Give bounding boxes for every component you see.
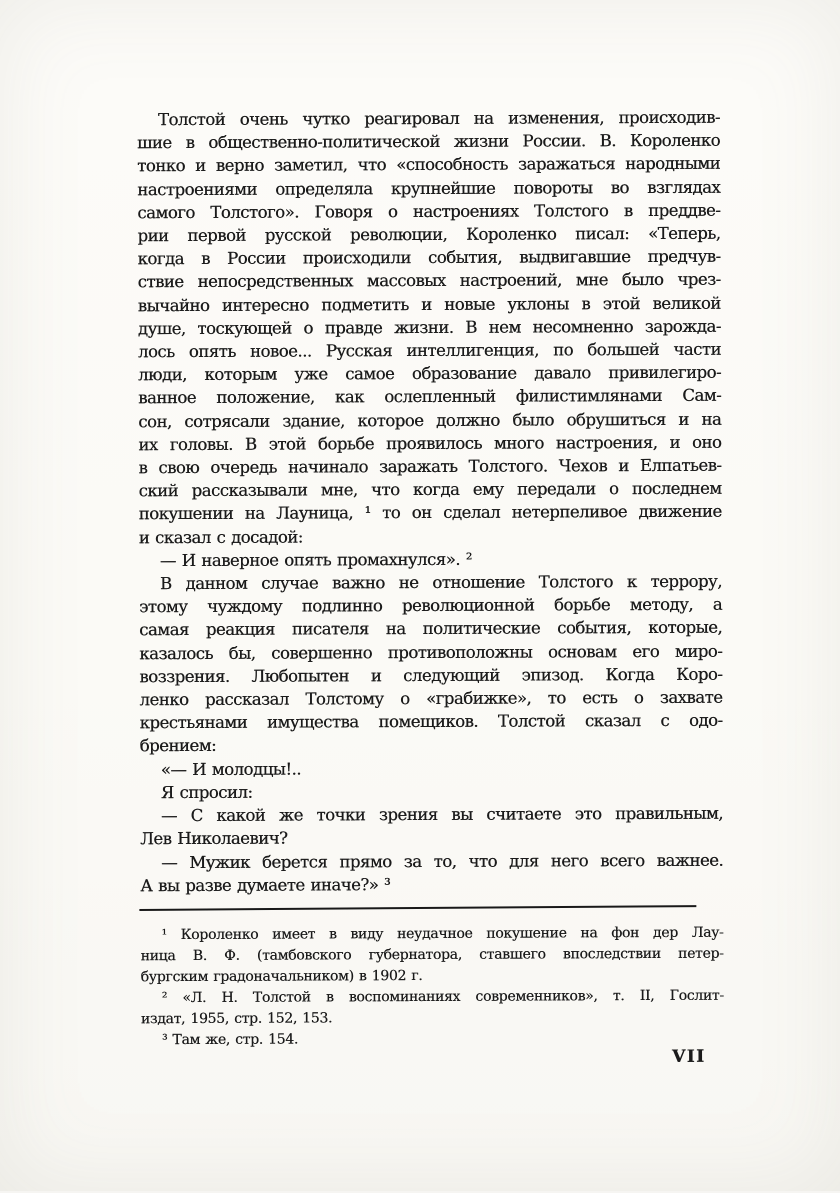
text-line: когда в России происходили события, выдвигавшие предчув- <box>137 246 721 269</box>
text-line: ² «Л. Н. Толстой в воспоминаниях современников», т. II, Гослит- <box>161 987 724 1007</box>
text-line: в свою очередь начинало заражать Толстого. Чехов и Елпатьев- <box>138 455 722 478</box>
footnotes <box>140 923 724 1052</box>
body-text <box>137 106 723 897</box>
text-line: ница В. Ф. (тамбовского губернатора, ставшего впоследствии петер- <box>140 945 724 965</box>
footnote-separator-rule <box>139 905 696 911</box>
text-line: душе, тоскующей о правде жизни. В нем несомненно зарожда- <box>137 316 721 339</box>
text-line: крестьянами имущества помещиков. Толстой сказал с одо- <box>139 710 723 733</box>
text-line: Толстой очень чутко реагировал на изменения, происходив- <box>157 107 720 130</box>
text-line: люди, которым уже самое образование давало привилегиро- <box>137 362 722 385</box>
text-line: брением: <box>139 736 217 756</box>
text-line: лось опять новое... Русская интеллигенция, по большей части <box>137 339 721 362</box>
text-line: шие в общественно-политической жизни России. В. Короленко <box>136 130 721 153</box>
text-line: Лев Николаевич? <box>140 828 288 849</box>
text-line: — Мужик берется прямо за то, что для него всего важнее. <box>161 850 724 872</box>
text-line: тонко и верно заметил, что «способность заражаться народными <box>137 154 721 176</box>
text-line: ³ Там же, стр. 154. <box>161 1031 299 1049</box>
text-line: — С какой же точки зрения вы считаете это правильным, <box>160 803 723 826</box>
text-line: Я спросил: <box>160 782 253 803</box>
text-line: ленко рассказал Толстому о «грабижке», то есть о захвате <box>139 687 723 710</box>
text-line: воззрения. Любопытен и следующий эпизод. Когда Коро- <box>139 664 723 687</box>
text-line: самая реакция писателя на политические события, которые, <box>139 618 723 640</box>
text-line: «— И молодцы!.. <box>160 759 301 779</box>
text-line: вычайно интересно подметить и новые уклоны в этой великой <box>137 293 721 315</box>
text-line: ¹ Короленко имеет в виду неудачное покушение на фон дер Лау- <box>161 924 724 944</box>
text-line: рии первой русской революции, Короленко писал: «Теперь, <box>137 223 721 246</box>
text-line: бургским градоначальником) в 1902 г. <box>140 967 423 986</box>
text-line: сон, сотрясали здание, которое должно было обрушиться и на <box>138 409 722 431</box>
text-line: ствие непосредственных массовых настроений, мне было чрез- <box>137 270 721 292</box>
text-line: — И наверное опять промахнулся». ² <box>159 549 472 570</box>
text-line: и сказал с досадой: <box>138 527 303 547</box>
text-line: А вы разве думаете иначе?» ³ <box>140 874 391 895</box>
text-line: ванное положение, как ослепленный филистимлянами Сам- <box>138 386 722 408</box>
text-line: В данном случае важно не отношение Толстого к террору, <box>159 571 722 594</box>
text-line: их головы. В этой борьбе проявилось много настроения, и оно <box>138 432 722 455</box>
text-line: этому чуждому подлинно революционной борьбе методу, а <box>139 594 723 617</box>
text-line: казалось бы, совершенно противоположны основам его миро- <box>139 641 723 663</box>
text-line: покушении на Лауница, ¹ то он сделал нетерпеливое движение <box>138 502 722 524</box>
text-line: ский рассказывали мне, что когда ему передали о последнем <box>138 478 722 501</box>
text-line: самого Толстого». Говоря о настроениях Толстого в преддве- <box>137 200 721 223</box>
page-number: VII <box>671 1046 706 1067</box>
text-line: настроениями определяла крупнейшие повороты во взглядах <box>137 177 721 199</box>
text-line: издат, 1955, стр. 152, 153. <box>140 1010 333 1028</box>
